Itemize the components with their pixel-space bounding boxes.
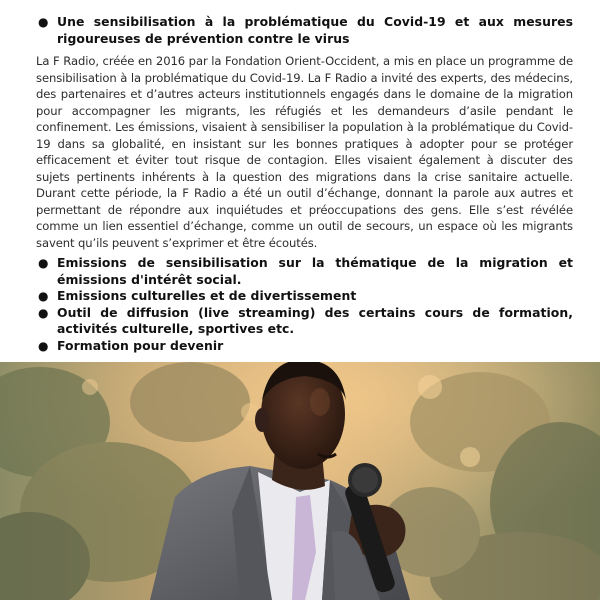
ear [255, 408, 269, 432]
list-item-text: Formation pour devenir [57, 337, 224, 353]
text-block [36, 14, 573, 354]
activities-list [36, 255, 573, 354]
list-item [36, 255, 573, 288]
section-heading-list [36, 14, 573, 47]
bullet-icon: ● [38, 15, 49, 29]
section-heading [36, 14, 573, 47]
bullet-icon: ● [38, 338, 49, 353]
list-item-text: Outil de diffusion (live streaming) des certains cours de formation, activités culturelle, sportives etc. [57, 304, 573, 336]
list-item [36, 288, 573, 305]
list-item-text: Emissions culturelles et de divertissement [57, 288, 357, 303]
list-item-text: Emissions de sensibilisation sur la thématique de la migration et émissions d'intérêt social. [57, 255, 573, 287]
bullet-icon: ● [38, 256, 49, 270]
bullet-icon: ● [38, 289, 49, 303]
speaker-photo [0, 362, 600, 600]
section-heading-text: Une sensibilisation à la problématique du Covid-19 et aux mesures rigoureuses de prévention contre le virus [57, 14, 573, 46]
list-item [36, 338, 573, 355]
body-paragraph: La F Radio, créée en 2016 par la Fondation Orient-Occident, a mis en place un programme de sensibilisation à la problématique du Covid-19. La F Radio a invité des experts, des médecins, des partenaires et d’autres acteurs institutionnels engagés dans le domaine de la migration pour accompagner les migrants, les réfugiés et les demandeurs d’asile pendant le confinement. Les émissions, visaient à sensibiliser la population à la problématique du Covid-19 dans sa globalité, en insistant sur les bonnes pratiques à adopter pour se protéger efficacement et éviter tout risque de contagion. Elles visaient également à discuter des sujets pertinents inhérents à la question des migrations dans la crise sanitaire actuelle. Durant cette période, la F Radio a été un outil d’échange, donnant la parole aux autres et permettant de répondre aux inquiétudes et préoccupations des gens. Elle s’est révélée comme un lien essentiel d’échange, comme un outil de secours, un espace où les migrants savent qu’ils peuvent s’exprimer et être écoutés. [36, 54, 573, 250]
speaker-photo-illustration [0, 362, 600, 600]
list-item [36, 305, 573, 338]
bullet-icon: ● [38, 305, 49, 320]
